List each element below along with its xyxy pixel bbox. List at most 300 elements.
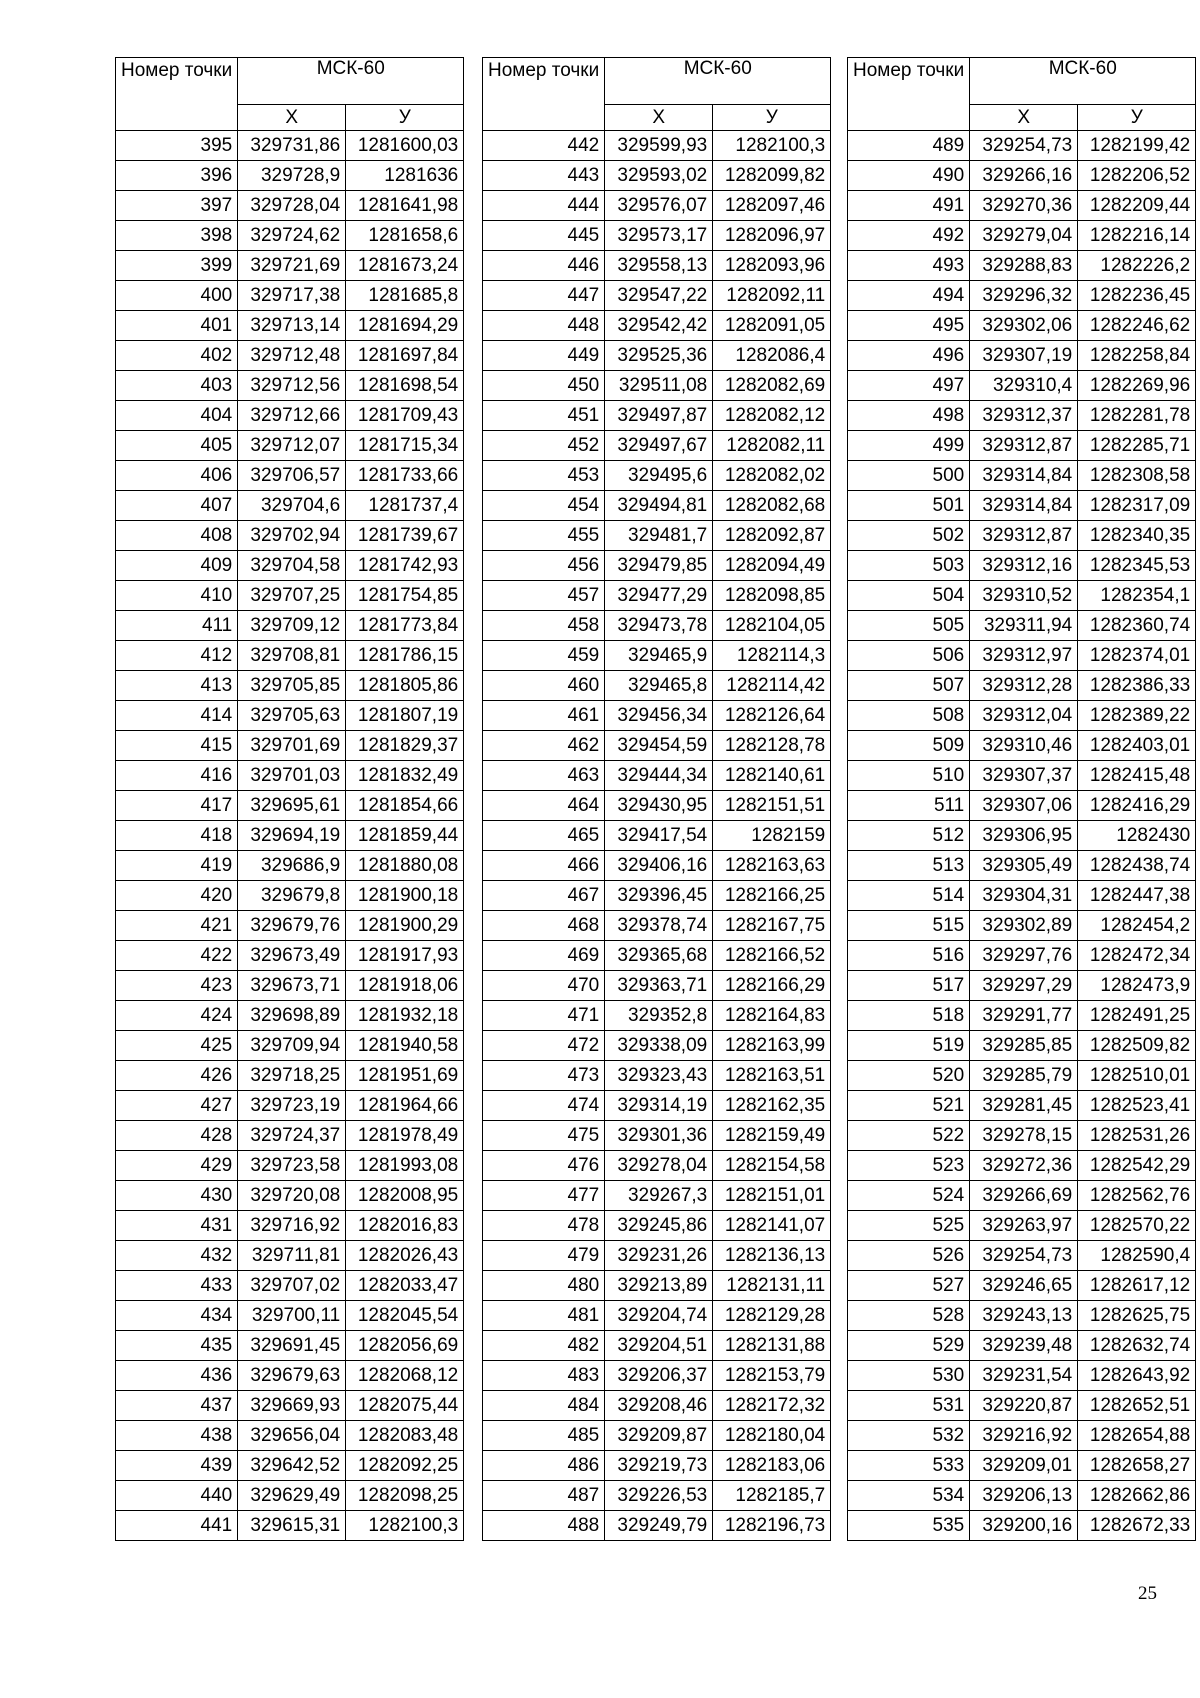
point-number-cell: 403 (116, 371, 238, 401)
y-coordinate-cell: 1282416,29 (1078, 791, 1196, 821)
x-coordinate-cell: 329263,97 (970, 1211, 1078, 1241)
table-row (116, 941, 464, 971)
table-row (116, 971, 464, 1001)
x-coordinate-cell: 329302,89 (970, 911, 1078, 941)
y-coordinate-cell: 1282643,92 (1078, 1361, 1196, 1391)
point-number-cell: 475 (483, 1121, 605, 1151)
point-number-cell: 400 (116, 281, 238, 311)
y-coordinate-cell: 1282092,87 (713, 521, 831, 551)
x-coordinate-cell: 329669,93 (238, 1391, 346, 1421)
point-number-cell: 426 (116, 1061, 238, 1091)
x-coordinate-cell: 329705,63 (238, 701, 346, 731)
y-coordinate-cell: 1281742,93 (346, 551, 464, 581)
x-coordinate-cell: 329718,25 (238, 1061, 346, 1091)
table-row (483, 1421, 831, 1451)
point-number-cell: 414 (116, 701, 238, 731)
y-coordinate-cell: 1281917,93 (346, 941, 464, 971)
x-coordinate-cell: 329704,6 (238, 491, 346, 521)
point-number-cell: 411 (116, 611, 238, 641)
table-row (483, 491, 831, 521)
x-coordinate-cell: 329615,31 (238, 1511, 346, 1541)
table-row (848, 641, 1196, 671)
table-row (848, 1031, 1196, 1061)
point-number-cell: 490 (848, 161, 970, 191)
table-row (848, 251, 1196, 281)
y-coordinate-cell: 1282082,02 (713, 461, 831, 491)
y-coordinate-cell: 1282166,52 (713, 941, 831, 971)
point-number-cell: 535 (848, 1511, 970, 1541)
y-coordinate-cell: 1281685,8 (346, 281, 464, 311)
table-row (116, 1091, 464, 1121)
y-coordinate-cell: 1282454,2 (1078, 911, 1196, 941)
coordinates-table-2 (482, 57, 831, 1541)
point-number-cell: 488 (483, 1511, 605, 1541)
x-coordinate-cell: 329477,29 (605, 581, 713, 611)
x-coordinate-cell: 329473,78 (605, 611, 713, 641)
x-coordinate-cell: 329314,19 (605, 1091, 713, 1121)
table-row (483, 401, 831, 431)
point-number-header: Номер точки (483, 58, 605, 131)
point-number-cell: 532 (848, 1421, 970, 1451)
point-number-cell: 505 (848, 611, 970, 641)
table-row (116, 701, 464, 731)
table-row (483, 341, 831, 371)
table-row (848, 821, 1196, 851)
table-row (483, 1361, 831, 1391)
x-coordinate-cell: 329254,73 (970, 131, 1078, 161)
x-coordinate-cell: 329288,83 (970, 251, 1078, 281)
point-number-cell: 428 (116, 1121, 238, 1151)
point-number-cell: 430 (116, 1181, 238, 1211)
table-row (848, 491, 1196, 521)
table-row (848, 701, 1196, 731)
point-number-cell: 416 (116, 761, 238, 791)
table-row (848, 521, 1196, 551)
table-row (116, 671, 464, 701)
point-number-cell: 508 (848, 701, 970, 731)
x-coordinate-cell: 329673,49 (238, 941, 346, 971)
y-coordinate-cell: 1282531,26 (1078, 1121, 1196, 1151)
table-row (116, 311, 464, 341)
y-coordinate-cell: 1282386,33 (1078, 671, 1196, 701)
point-number-cell: 504 (848, 581, 970, 611)
x-coordinate-cell: 329417,54 (605, 821, 713, 851)
x-coordinate-cell: 329206,13 (970, 1481, 1078, 1511)
point-number-cell: 471 (483, 1001, 605, 1031)
point-number-cell: 503 (848, 551, 970, 581)
y-coordinate-cell: 1282098,25 (346, 1481, 464, 1511)
x-coordinate-cell: 329302,06 (970, 311, 1078, 341)
y-coordinate-cell: 1282131,88 (713, 1331, 831, 1361)
point-number-cell: 436 (116, 1361, 238, 1391)
point-number-cell: 405 (116, 431, 238, 461)
x-coordinate-cell: 329724,62 (238, 221, 346, 251)
x-coordinate-cell: 329307,06 (970, 791, 1078, 821)
point-number-cell: 491 (848, 191, 970, 221)
point-number-cell: 462 (483, 731, 605, 761)
table-row (848, 941, 1196, 971)
table-row (848, 191, 1196, 221)
table-row (483, 761, 831, 791)
point-number-cell: 446 (483, 251, 605, 281)
y-coordinate-cell: 1282415,48 (1078, 761, 1196, 791)
point-number-cell: 486 (483, 1451, 605, 1481)
y-coordinate-cell: 1282625,75 (1078, 1301, 1196, 1331)
point-number-cell: 526 (848, 1241, 970, 1271)
y-coordinate-cell: 1282167,75 (713, 911, 831, 941)
point-number-cell: 510 (848, 761, 970, 791)
y-coordinate-cell: 1281829,37 (346, 731, 464, 761)
y-coordinate-cell: 1281754,85 (346, 581, 464, 611)
y-coordinate-cell: 1282180,04 (713, 1421, 831, 1451)
table-row (848, 431, 1196, 461)
y-coordinate-cell: 1282166,25 (713, 881, 831, 911)
y-coordinate-cell: 1282438,74 (1078, 851, 1196, 881)
x-coordinate-cell: 329204,51 (605, 1331, 713, 1361)
y-coordinate-cell: 1282114,42 (713, 671, 831, 701)
point-number-cell: 533 (848, 1451, 970, 1481)
point-number-cell: 406 (116, 461, 238, 491)
y-coordinate-cell: 1281697,84 (346, 341, 464, 371)
point-number-cell: 409 (116, 551, 238, 581)
table-row (116, 1331, 464, 1361)
point-number-header: Номер точки (116, 58, 238, 131)
x-coordinate-cell: 329497,87 (605, 401, 713, 431)
y-coordinate-cell: 1281854,66 (346, 791, 464, 821)
y-coordinate-cell: 1281832,49 (346, 761, 464, 791)
x-coordinate-cell: 329311,94 (970, 611, 1078, 641)
y-coordinate-cell: 1281859,44 (346, 821, 464, 851)
x-coordinate-cell: 329279,04 (970, 221, 1078, 251)
coordinate-system-header: МСК-60 (605, 58, 831, 105)
point-number-cell: 514 (848, 881, 970, 911)
x-coordinate-cell: 329314,84 (970, 461, 1078, 491)
y-coordinate-cell: 1282672,33 (1078, 1511, 1196, 1541)
table-row (483, 641, 831, 671)
y-coordinate-cell: 1282016,83 (346, 1211, 464, 1241)
y-coordinate-cell: 1282345,53 (1078, 551, 1196, 581)
x-coordinate-cell: 329525,36 (605, 341, 713, 371)
y-coordinate-cell: 1281940,58 (346, 1031, 464, 1061)
y-coordinate-cell: 1281733,66 (346, 461, 464, 491)
table-row (116, 1181, 464, 1211)
point-number-cell: 467 (483, 881, 605, 911)
y-coordinate-cell: 1282092,11 (713, 281, 831, 311)
table-row (116, 1001, 464, 1031)
y-coordinate-cell: 1282083,48 (346, 1421, 464, 1451)
y-coordinate-cell: 1282092,25 (346, 1451, 464, 1481)
point-number-cell: 427 (116, 1091, 238, 1121)
x-coordinate-cell: 329430,95 (605, 791, 713, 821)
x-coordinate-cell: 329243,13 (970, 1301, 1078, 1331)
table-row (848, 971, 1196, 1001)
table-row (483, 821, 831, 851)
point-number-cell: 402 (116, 341, 238, 371)
table-row (848, 1001, 1196, 1031)
point-number-cell: 407 (116, 491, 238, 521)
table-row (483, 461, 831, 491)
y-coordinate-cell: 1282403,01 (1078, 731, 1196, 761)
table-row (483, 1151, 831, 1181)
y-coordinate-cell: 1282281,78 (1078, 401, 1196, 431)
point-number-cell: 460 (483, 671, 605, 701)
table-row (116, 1121, 464, 1151)
x-coordinate-cell: 329219,73 (605, 1451, 713, 1481)
y-coordinate-cell: 1281636 (346, 161, 464, 191)
table-row (483, 1121, 831, 1151)
table-row (483, 1271, 831, 1301)
coordinates-table-3 (847, 57, 1196, 1541)
x-coordinate-cell: 329576,07 (605, 191, 713, 221)
x-coordinate-cell: 329706,57 (238, 461, 346, 491)
table-row (116, 1241, 464, 1271)
table-row (848, 551, 1196, 581)
point-number-cell: 451 (483, 401, 605, 431)
table-row (116, 791, 464, 821)
table-row (116, 431, 464, 461)
x-coordinate-cell: 329495,6 (605, 461, 713, 491)
x-coordinate-cell: 329312,04 (970, 701, 1078, 731)
table-row (116, 461, 464, 491)
y-coordinate-cell: 1282374,01 (1078, 641, 1196, 671)
y-coordinate-cell: 1282652,51 (1078, 1391, 1196, 1421)
x-coordinate-cell: 329314,84 (970, 491, 1078, 521)
table-row (848, 461, 1196, 491)
table-row (483, 941, 831, 971)
x-coordinate-cell: 329629,49 (238, 1481, 346, 1511)
y-coordinate-cell: 1282472,34 (1078, 941, 1196, 971)
y-coordinate-cell: 1282523,41 (1078, 1091, 1196, 1121)
coordinate-system-header: МСК-60 (970, 58, 1196, 105)
table-row (116, 251, 464, 281)
y-coordinate-cell: 1282542,29 (1078, 1151, 1196, 1181)
y-coordinate-cell: 1282151,01 (713, 1181, 831, 1211)
point-number-cell: 429 (116, 1151, 238, 1181)
table-row (848, 1151, 1196, 1181)
table-row (483, 1241, 831, 1271)
table-row (483, 851, 831, 881)
point-number-cell: 449 (483, 341, 605, 371)
y-coordinate-cell: 1281932,18 (346, 1001, 464, 1031)
y-coordinate-cell: 1282075,44 (346, 1391, 464, 1421)
point-number-cell: 450 (483, 371, 605, 401)
y-coordinate-cell: 1282151,51 (713, 791, 831, 821)
point-number-cell: 531 (848, 1391, 970, 1421)
y-coordinate-cell: 1282163,99 (713, 1031, 831, 1061)
y-coordinate-cell: 1282082,11 (713, 431, 831, 461)
table-row (848, 341, 1196, 371)
x-coordinate-cell: 329297,76 (970, 941, 1078, 971)
table-row (483, 311, 831, 341)
table-row (116, 1451, 464, 1481)
table-row (483, 1331, 831, 1361)
y-coordinate-cell: 1281807,19 (346, 701, 464, 731)
point-number-cell: 410 (116, 581, 238, 611)
table-row (116, 1211, 464, 1241)
point-number-cell: 440 (116, 1481, 238, 1511)
x-coordinate-cell: 329494,81 (605, 491, 713, 521)
table-row (483, 581, 831, 611)
table-row (116, 581, 464, 611)
y-coordinate-cell: 1282096,97 (713, 221, 831, 251)
x-coordinate-cell: 329599,93 (605, 131, 713, 161)
x-coordinate-cell: 329702,94 (238, 521, 346, 551)
x-coordinate-cell: 329456,34 (605, 701, 713, 731)
table-row (848, 851, 1196, 881)
point-number-cell: 477 (483, 1181, 605, 1211)
table-row (848, 1331, 1196, 1361)
point-number-cell: 520 (848, 1061, 970, 1091)
table-row (848, 911, 1196, 941)
table-row (116, 911, 464, 941)
x-coordinate-cell: 329216,92 (970, 1421, 1078, 1451)
table-row (116, 1151, 464, 1181)
table-row (848, 221, 1196, 251)
y-coordinate-cell: 1282100,3 (713, 131, 831, 161)
point-number-cell: 463 (483, 761, 605, 791)
y-coordinate-cell: 1282163,51 (713, 1061, 831, 1091)
table-row (848, 1271, 1196, 1301)
y-coordinate-cell: 1282269,96 (1078, 371, 1196, 401)
y-coordinate-cell: 1282509,82 (1078, 1031, 1196, 1061)
y-coordinate-cell: 1282100,3 (346, 1511, 464, 1541)
x-coordinate-cell: 329691,45 (238, 1331, 346, 1361)
point-number-cell: 419 (116, 851, 238, 881)
y-coordinate-cell: 1282114,3 (713, 641, 831, 671)
table-row (116, 1391, 464, 1421)
x-coordinate-cell: 329239,48 (970, 1331, 1078, 1361)
point-number-cell: 422 (116, 941, 238, 971)
table-row (116, 731, 464, 761)
x-coordinate-cell: 329481,7 (605, 521, 713, 551)
coordinates-table-1 (115, 57, 464, 1541)
point-number-cell: 474 (483, 1091, 605, 1121)
point-number-header: Номер точки (848, 58, 970, 131)
x-coordinate-cell: 329278,04 (605, 1151, 713, 1181)
table-row (116, 221, 464, 251)
table-row (483, 731, 831, 761)
table-row (116, 161, 464, 191)
point-number-cell: 492 (848, 221, 970, 251)
y-coordinate-cell: 1282658,27 (1078, 1451, 1196, 1481)
y-coordinate-cell: 1281805,86 (346, 671, 464, 701)
point-number-cell: 497 (848, 371, 970, 401)
x-coordinate-cell: 329728,9 (238, 161, 346, 191)
point-number-cell: 415 (116, 731, 238, 761)
y-coordinate-cell: 1282159 (713, 821, 831, 851)
x-coordinate-cell: 329593,02 (605, 161, 713, 191)
point-number-cell: 432 (116, 1241, 238, 1271)
y-coordinate-cell: 1282091,05 (713, 311, 831, 341)
point-number-cell: 499 (848, 431, 970, 461)
table-row (848, 371, 1196, 401)
point-number-cell: 466 (483, 851, 605, 881)
point-number-cell: 399 (116, 251, 238, 281)
table-row (483, 1211, 831, 1241)
x-coordinate-cell: 329296,32 (970, 281, 1078, 311)
y-coordinate-cell: 1281600,03 (346, 131, 464, 161)
point-number-cell: 413 (116, 671, 238, 701)
y-coordinate-cell: 1282590,4 (1078, 1241, 1196, 1271)
y-coordinate-cell: 1282430 (1078, 821, 1196, 851)
point-number-cell: 500 (848, 461, 970, 491)
table-row (116, 1421, 464, 1451)
y-coordinate-cell: 1281964,66 (346, 1091, 464, 1121)
y-coordinate-cell: 1282216,14 (1078, 221, 1196, 251)
x-coordinate-cell: 329709,12 (238, 611, 346, 641)
table-row (483, 191, 831, 221)
point-number-cell: 529 (848, 1331, 970, 1361)
x-coordinate-cell: 329679,8 (238, 881, 346, 911)
y-coordinate-cell: 1282246,62 (1078, 311, 1196, 341)
point-number-cell: 431 (116, 1211, 238, 1241)
point-number-cell: 423 (116, 971, 238, 1001)
x-coordinate-cell: 329312,87 (970, 431, 1078, 461)
table-row (116, 551, 464, 581)
table-row (848, 791, 1196, 821)
point-number-cell: 420 (116, 881, 238, 911)
table-row (848, 1301, 1196, 1331)
x-coordinate-cell: 329312,87 (970, 521, 1078, 551)
point-number-cell: 513 (848, 851, 970, 881)
table-row (483, 1301, 831, 1331)
y-coordinate-cell: 1281673,24 (346, 251, 464, 281)
point-number-cell: 455 (483, 521, 605, 551)
point-number-cell: 433 (116, 1271, 238, 1301)
x-coordinate-cell: 329673,71 (238, 971, 346, 1001)
y-coordinate-cell: 1281694,29 (346, 311, 464, 341)
y-coordinate-cell: 1282662,86 (1078, 1481, 1196, 1511)
x-coordinate-cell: 329213,89 (605, 1271, 713, 1301)
point-number-cell: 445 (483, 221, 605, 251)
point-number-cell: 396 (116, 161, 238, 191)
x-coordinate-cell: 329378,74 (605, 911, 713, 941)
point-number-cell: 404 (116, 401, 238, 431)
point-number-cell: 454 (483, 491, 605, 521)
point-number-cell: 493 (848, 251, 970, 281)
y-coordinate-cell: 1282162,35 (713, 1091, 831, 1121)
point-number-cell: 479 (483, 1241, 605, 1271)
table-row (848, 281, 1196, 311)
table-row (848, 611, 1196, 641)
point-number-cell: 447 (483, 281, 605, 311)
x-coordinate-cell: 329720,08 (238, 1181, 346, 1211)
point-number-cell: 483 (483, 1361, 605, 1391)
table-row (483, 1031, 831, 1061)
x-coordinate-cell: 329542,42 (605, 311, 713, 341)
x-coordinate-cell: 329312,16 (970, 551, 1078, 581)
x-coordinate-cell: 329497,67 (605, 431, 713, 461)
x-coordinate-cell: 329204,74 (605, 1301, 713, 1331)
table-row (848, 1061, 1196, 1091)
x-coordinate-cell: 329246,65 (970, 1271, 1078, 1301)
point-number-cell: 424 (116, 1001, 238, 1031)
point-number-cell: 472 (483, 1031, 605, 1061)
x-coordinate-cell: 329711,81 (238, 1241, 346, 1271)
point-number-cell: 525 (848, 1211, 970, 1241)
point-number-cell: 459 (483, 641, 605, 671)
point-number-cell: 515 (848, 911, 970, 941)
y-coordinate-cell: 1281739,67 (346, 521, 464, 551)
point-number-cell: 437 (116, 1391, 238, 1421)
x-coordinate-cell: 329281,45 (970, 1091, 1078, 1121)
x-coordinate-cell: 329297,29 (970, 971, 1078, 1001)
table-row (483, 521, 831, 551)
y-coordinate-cell: 1282008,95 (346, 1181, 464, 1211)
x-coordinate-cell: 329231,26 (605, 1241, 713, 1271)
table-row (483, 671, 831, 701)
x-coordinate-cell: 329352,8 (605, 1001, 713, 1031)
